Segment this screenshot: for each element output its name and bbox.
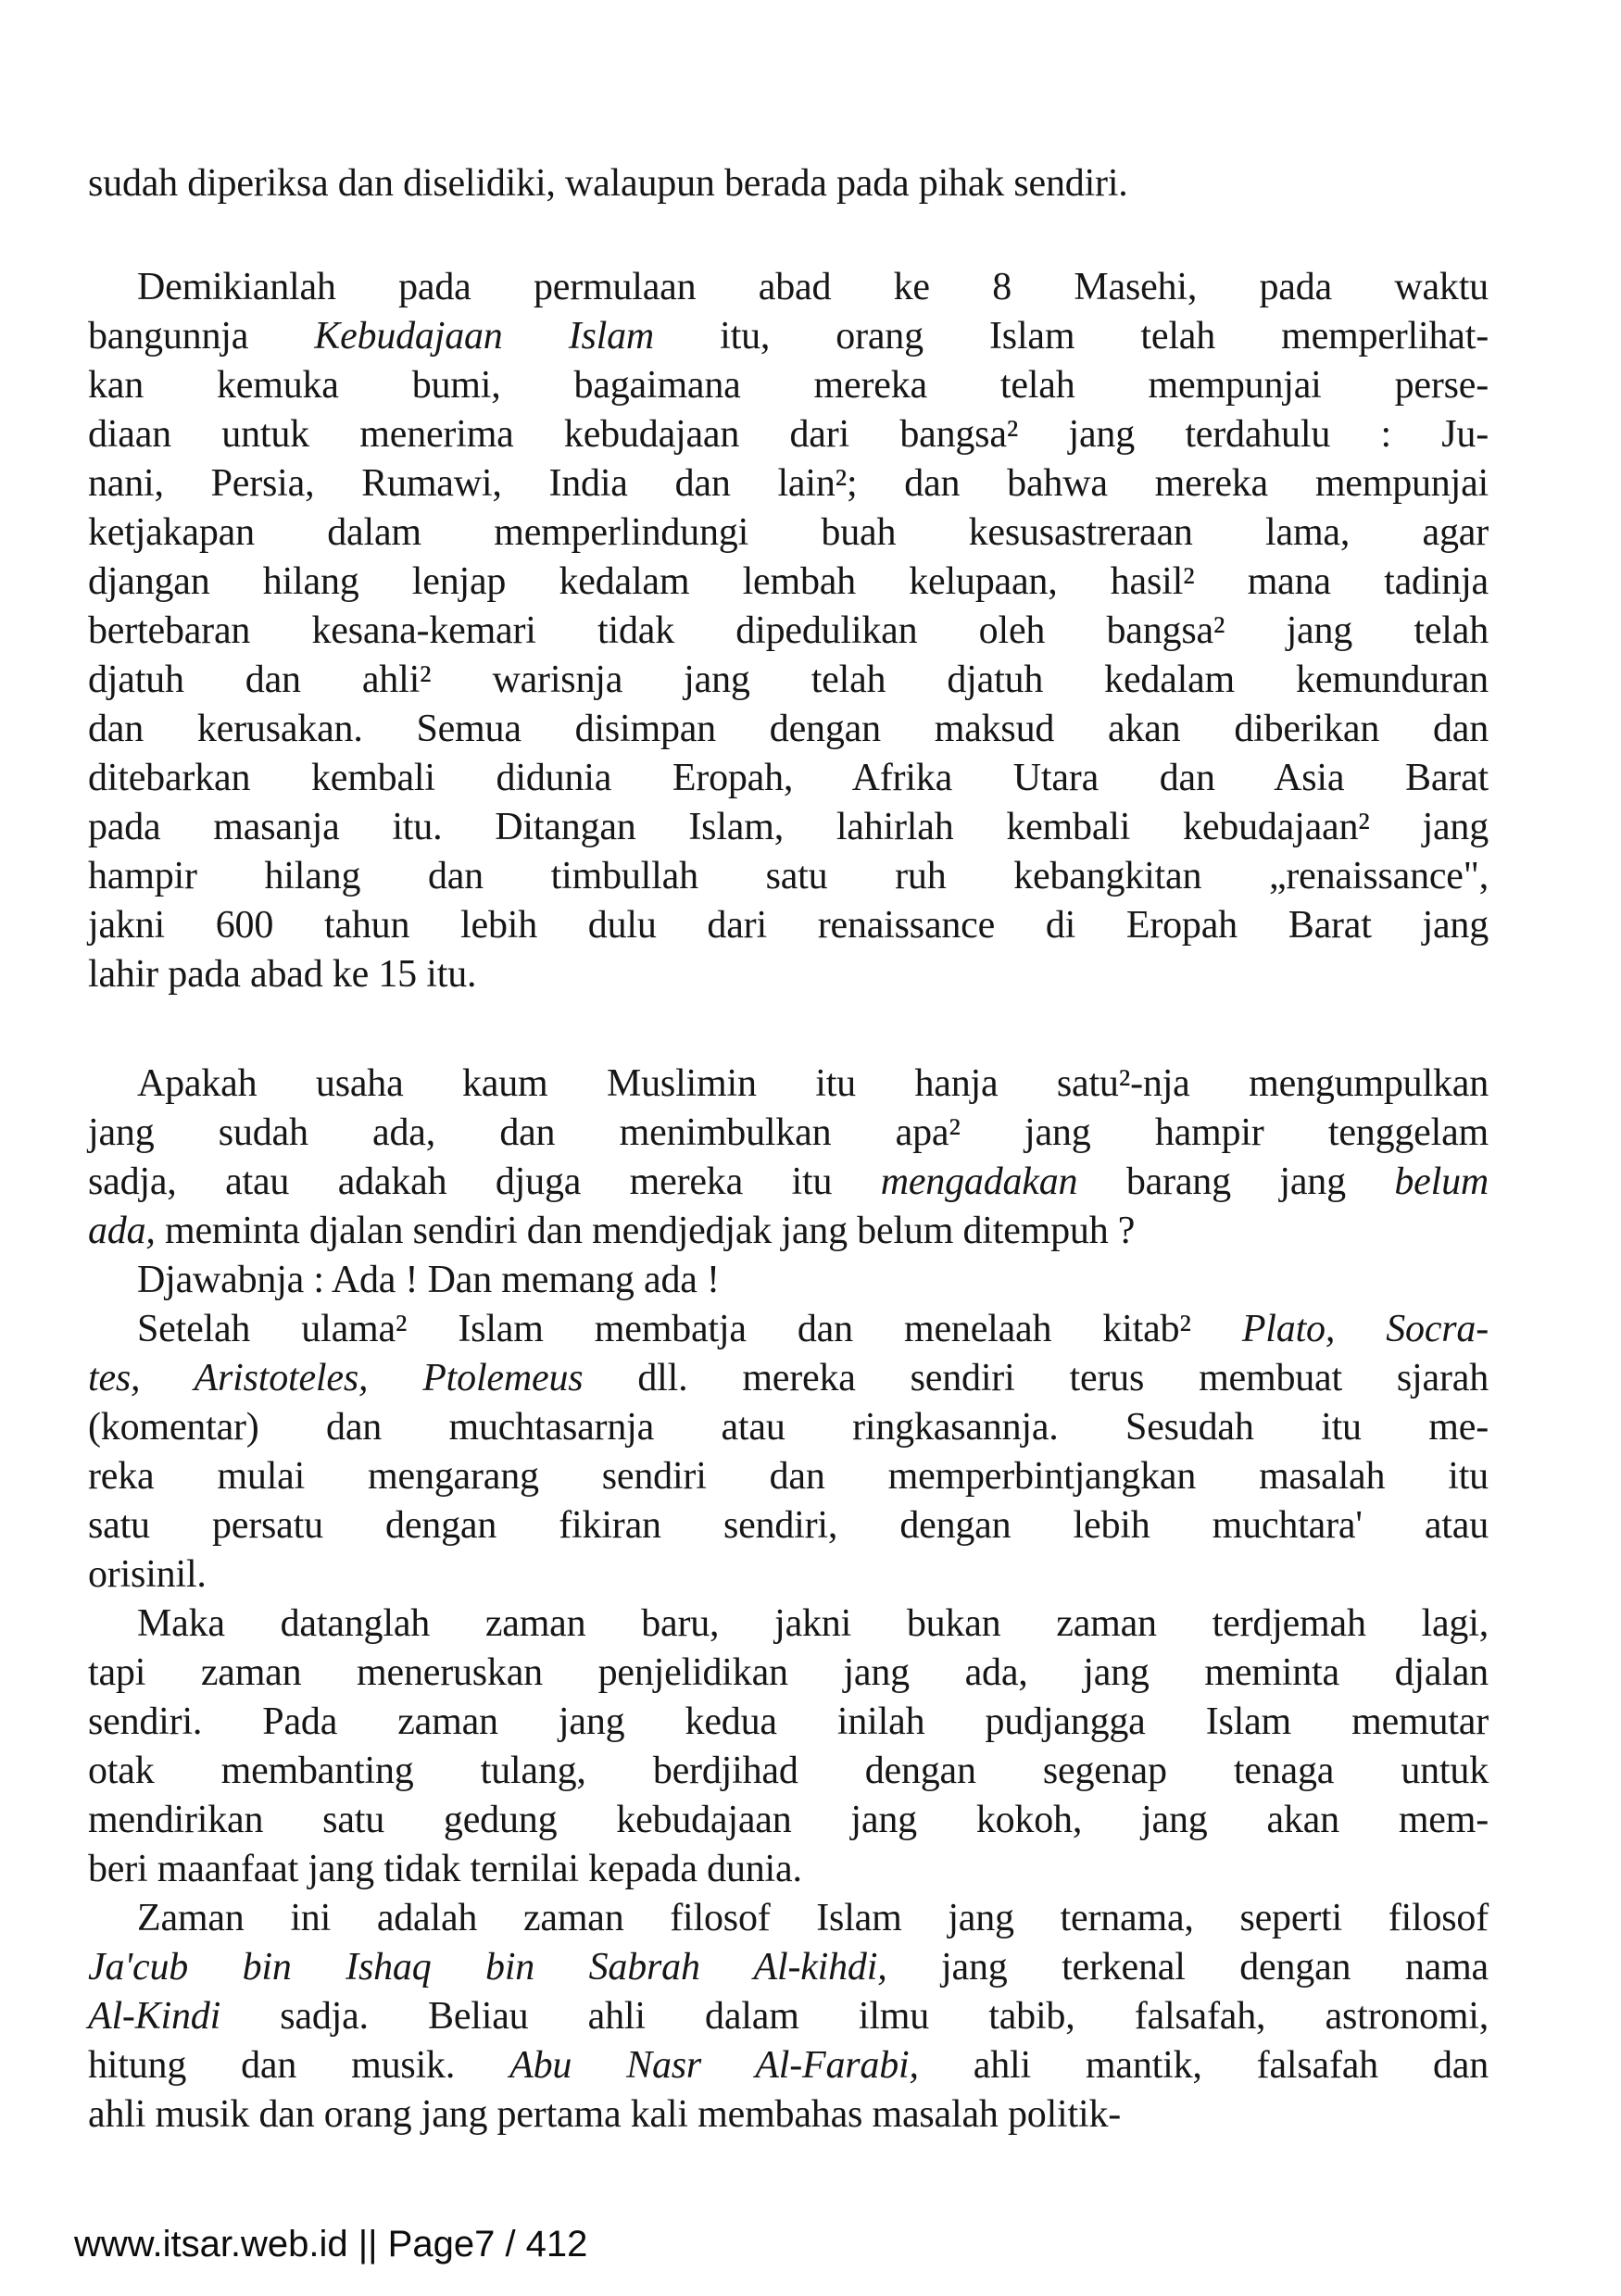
text-line <box>88 263 1489 312</box>
text-run: Djawabnja : Ada ! Dan memang ada ! <box>137 1259 720 1301</box>
page-text <box>88 159 1489 2139</box>
text-run: pada masanja itu. Ditangan Islam, lahirlah kembali kebudajaan² jang <box>88 806 1489 848</box>
text-line <box>88 1305 1489 1354</box>
text-run: Apakah usaha kaum Muslimin itu hanja satu²-nja mengumpulkan <box>137 1062 1489 1105</box>
text-run: (komentar) dan muchtasarnja atau ringkasannja. Sesudah itu me- <box>88 1406 1489 1449</box>
text-run: kan kemuka bumi, bagaimana mereka telah mempunjai perse- <box>88 364 1489 407</box>
text-line <box>88 2041 1489 2090</box>
text-line <box>88 705 1489 754</box>
text-line <box>88 607 1489 656</box>
text-line <box>88 1550 1489 1600</box>
text-line <box>88 558 1489 607</box>
footer <box>74 2219 587 2269</box>
text-run: belum <box>1394 1161 1489 1203</box>
paragraph <box>88 263 1489 999</box>
text-line <box>88 1403 1489 1452</box>
paragraph <box>88 159 1489 208</box>
text-line <box>88 656 1489 705</box>
text-line <box>88 159 1489 208</box>
text-run: Demikianlah pada permulaan abad ke 8 Masehi, pada waktu <box>137 266 1489 308</box>
text-run: hitung dan musik. <box>88 2044 510 2087</box>
text-run: tes, Aristoteles, Ptolemeus <box>88 1357 584 1399</box>
text-run: djangan hilang lenjap kedalam lembah kelupaan, hasil² mana tadinja <box>88 560 1489 603</box>
text-run: djatuh dan ahli² warisnja jang telah djatuh kedalam kemunduran <box>88 659 1489 701</box>
paragraph <box>88 1060 1489 1256</box>
text-run: sudah diperiksa dan diselidiki, walaupun berada pada pihak sendiri. <box>88 162 1128 205</box>
text-run: ahli musik dan orang jang pertama kali membahas masalah politik- <box>88 2093 1122 2136</box>
text-run: nani, Persia, Rumawi, India dan lain²; dan bahwa mereka mempunjai <box>88 462 1489 505</box>
text-run: beri maanfaat jang tidak ternilai kepada dunia. <box>88 1848 802 1890</box>
text-line <box>88 803 1489 852</box>
text-run: Maka datanglah zaman baru, jakni bukan zaman terdjemah lagi, <box>137 1602 1489 1645</box>
text-line <box>88 1796 1489 1845</box>
paragraph <box>88 1305 1489 1600</box>
text-run: reka mulai mengarang sendiri dan memperbintjangkan masalah itu <box>88 1455 1489 1498</box>
paragraph <box>88 1894 1489 2139</box>
text-run: Zaman ini adalah zaman filosof Islam jang ternama, seperti filosof <box>137 1897 1489 1939</box>
text-line <box>88 1060 1489 1109</box>
text-run: otak membanting tulang, berdjihad dengan segenap tenaga untuk <box>88 1750 1489 1792</box>
text-run: barang jang <box>1077 1161 1395 1203</box>
text-run: Kebudajaan Islam <box>314 315 655 358</box>
text-line <box>88 1256 1489 1305</box>
text-run: jang terkenal dengan nama <box>886 1946 1489 1989</box>
text-line <box>88 1992 1489 2041</box>
text-run: lahir pada abad ke 15 itu. <box>88 953 477 996</box>
text-line <box>88 1158 1489 1207</box>
text-run: ahli mantik, falsafah dan <box>918 2044 1489 2087</box>
text-line <box>88 901 1489 950</box>
text-run: Abu Nasr Al-Farabi, <box>509 2044 919 2087</box>
text-run: mendirikan satu gedung kebudajaan jang kokoh, jang akan mem- <box>88 1799 1489 1841</box>
text-line <box>88 1109 1489 1158</box>
footer-text: www.itsar.web.id || Page7 / 412 <box>74 2224 588 2265</box>
text-run: sendiri. Pada zaman jang kedua inilah pudjangga Islam memutar <box>88 1700 1489 1743</box>
text-run: sadja. Beliau ahli dalam ilmu tabib, falsafah, astronomi, <box>220 1995 1489 2038</box>
text-line <box>88 361 1489 410</box>
text-line <box>88 312 1489 361</box>
text-line <box>88 950 1489 999</box>
text-line <box>88 1649 1489 1698</box>
text-run: ada, <box>88 1210 156 1252</box>
text-run: bertebaran kesana-kemari tidak dipedulikan oleh bangsa² jang telah <box>88 609 1489 652</box>
text-run: mengadakan <box>880 1161 1078 1203</box>
text-run: Al-Kindi <box>88 1995 221 2038</box>
text-run: hampir hilang dan timbullah satu ruh kebangkitan „renaissance", <box>88 855 1489 897</box>
text-run: Setelah ulama² Islam membatja dan menelaah kitab² <box>137 1308 1242 1350</box>
text-line <box>88 1943 1489 1992</box>
text-line <box>88 1207 1489 1256</box>
paragraph <box>88 1600 1489 1894</box>
text-line <box>88 852 1489 901</box>
text-run: orisinil. <box>88 1553 207 1596</box>
text-run: itu, orang Islam telah memperlihat- <box>654 315 1489 358</box>
text-line <box>88 1698 1489 1747</box>
text-line <box>88 2090 1489 2139</box>
text-run: satu persatu dengan fikiran sendiri, dengan lebih muchtara' atau <box>88 1504 1489 1547</box>
text-line <box>88 1501 1489 1550</box>
text-run: meminta djalan sendiri dan mendjedjak jang belum ditempuh ? <box>155 1210 1136 1252</box>
text-line <box>88 1747 1489 1796</box>
text-line <box>88 508 1489 558</box>
text-run: Ja'cub bin Ishaq bin Sabrah Al-kihdi, <box>88 1946 887 1989</box>
text-run: bangunnja <box>88 315 315 358</box>
text-run: sadja, atau adakah djuga mereka itu <box>88 1161 881 1203</box>
text-run: Plato, Socra- <box>1241 1308 1489 1350</box>
paragraph <box>88 1256 1489 1305</box>
text-line <box>88 1600 1489 1649</box>
text-line <box>88 754 1489 803</box>
text-run: diaan untuk menerima kebudajaan dari bangsa² jang terdahulu : Ju- <box>88 413 1489 456</box>
text-run: tapi zaman meneruskan penjelidikan jang ada, jang meminta djalan <box>88 1651 1489 1694</box>
text-line <box>88 1845 1489 1894</box>
text-run: jang sudah ada, dan menimbulkan apa² jang hampir tenggelam <box>88 1111 1489 1154</box>
text-line <box>88 410 1489 459</box>
text-line <box>88 459 1489 508</box>
text-run: jakni 600 tahun lebih dulu dari renaissance di Eropah Barat jang <box>88 904 1489 947</box>
text-line <box>88 1354 1489 1403</box>
text-run: ketjakapan dalam memperlindungi buah kesusastreraan lama, agar <box>88 511 1489 554</box>
text-line <box>88 1452 1489 1501</box>
text-run: dll. mereka sendiri terus membuat sjarah <box>583 1357 1489 1399</box>
text-line <box>88 1894 1489 1943</box>
text-run: dan kerusakan. Semua disimpan dengan maksud akan diberikan dan <box>88 708 1489 750</box>
text-run: ditebarkan kembali didunia Eropah, Afrika Utara dan Asia Barat <box>88 757 1489 799</box>
